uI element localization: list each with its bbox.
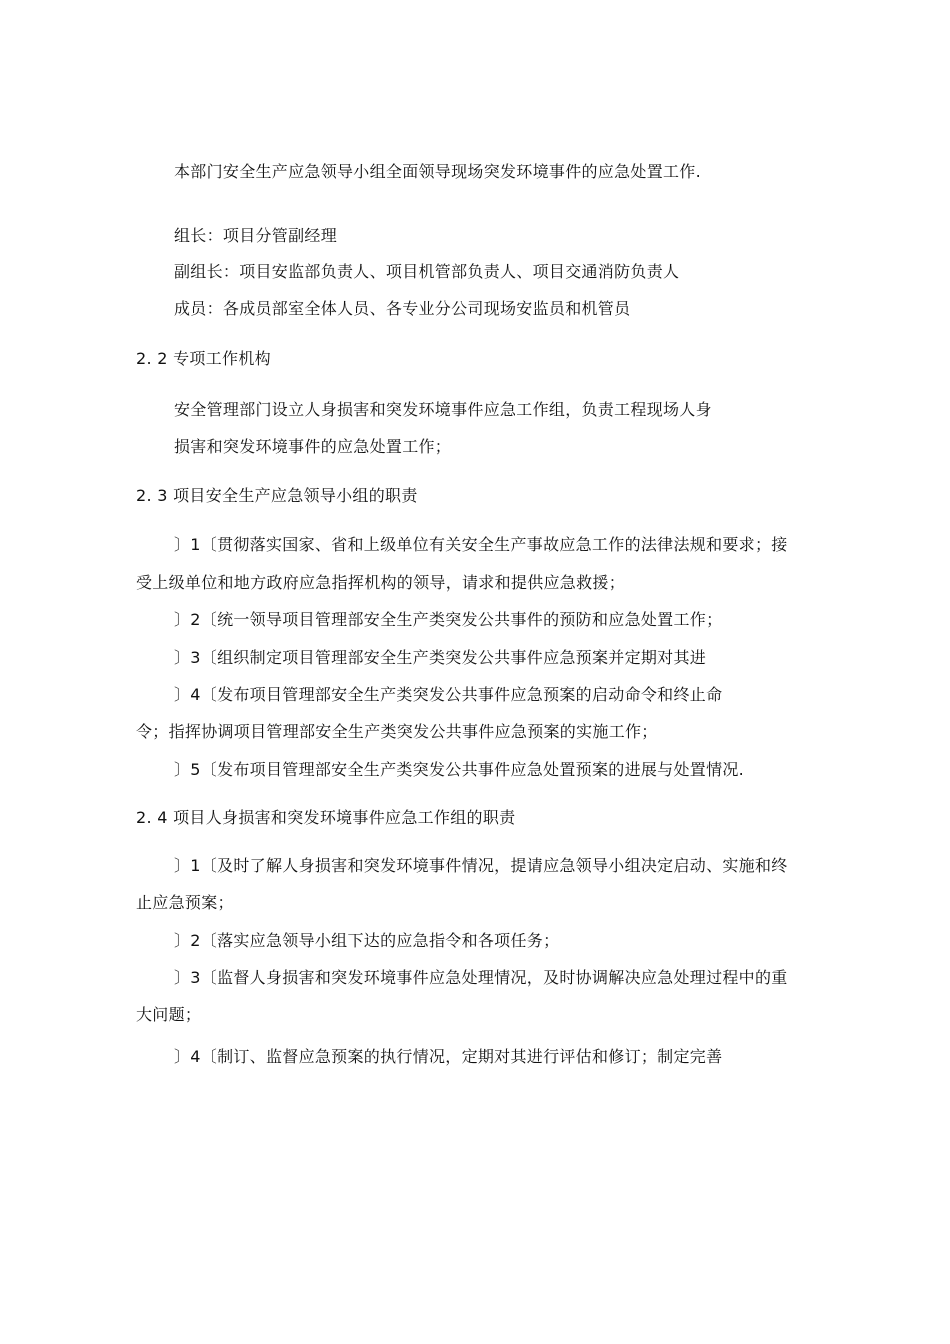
leader-line: 组长：项目分管副经理 [174,226,338,245]
deputy-line: 副组长：项目安监部负责人、项目机管部负责人、项目交通消防负责人 [174,262,680,281]
s2-4-item-1b: 止应急预案； [136,893,234,912]
s2-3-item-1a: 〕1〔贯彻落实国家、省和上级单位有关安全生产事故应急工作的法律法规和要求；接 [174,535,788,554]
s2-3-item-5: 〕5〔发布项目管理部安全生产类突发公共事件应急处置预案的进展与处置情况. [174,760,745,779]
s2-4-item-3b: 大问题； [136,1005,202,1024]
s2-4-item-1a: 〕1〔及时了解人身损害和突发环境事件情况，提请应急领导小组决定启动、实施和终 [174,856,788,875]
heading-2-3: 2. 3 项目安全生产应急领导小组的职责 [136,486,418,505]
s2-4-item-2: 〕2〔落实应急领导小组下达的应急指令和各项任务； [174,931,560,950]
s2-3-item-4a: 〕4〔发布项目管理部安全生产类突发公共事件应急预案的启动命令和终止命 [174,685,723,704]
s2-3-item-3: 〕3〔组织制定项目管理部安全生产类突发公共事件应急预案并定期对其进 [174,648,707,667]
s2-4-item-3a: 〕3〔监督人身损害和突发环境事件应急处理情况，及时协调解决应急处理过程中的重 [174,968,788,987]
s2-2-line-1: 安全管理部门设立人身损害和突发环境事件应急工作组，负责工程现场人身 [174,400,712,419]
heading-2-2: 2. 2 专项工作机构 [136,349,271,368]
members-line: 成员：各成员部室全体人员、各专业分公司现场安监员和机管员 [174,299,631,318]
intro-paragraph: 本部门安全生产应急领导小组全面领导现场突发环境事件的应急处置工作. [174,162,701,181]
heading-2-4: 2. 4 项目人身损害和突发环境事件应急工作组的职责 [136,808,516,827]
s2-2-line-2: 损害和突发环境事件的应急处置工作； [174,437,452,456]
s2-4-item-4: 〕4〔制订、监督应急预案的执行情况，定期对其进行评估和修订；制定完善 [174,1047,723,1066]
s2-3-item-4b: 令；指挥协调项目管理部安全生产类突发公共事件应急预案的实施工作； [136,722,658,741]
s2-3-item-1b: 受上级单位和地方政府应急指挥机构的领导，请求和提供应急救援； [136,573,626,592]
s2-3-item-2: 〕2〔统一领导项目管理部安全生产类突发公共事件的预防和应急处置工作； [174,610,723,629]
